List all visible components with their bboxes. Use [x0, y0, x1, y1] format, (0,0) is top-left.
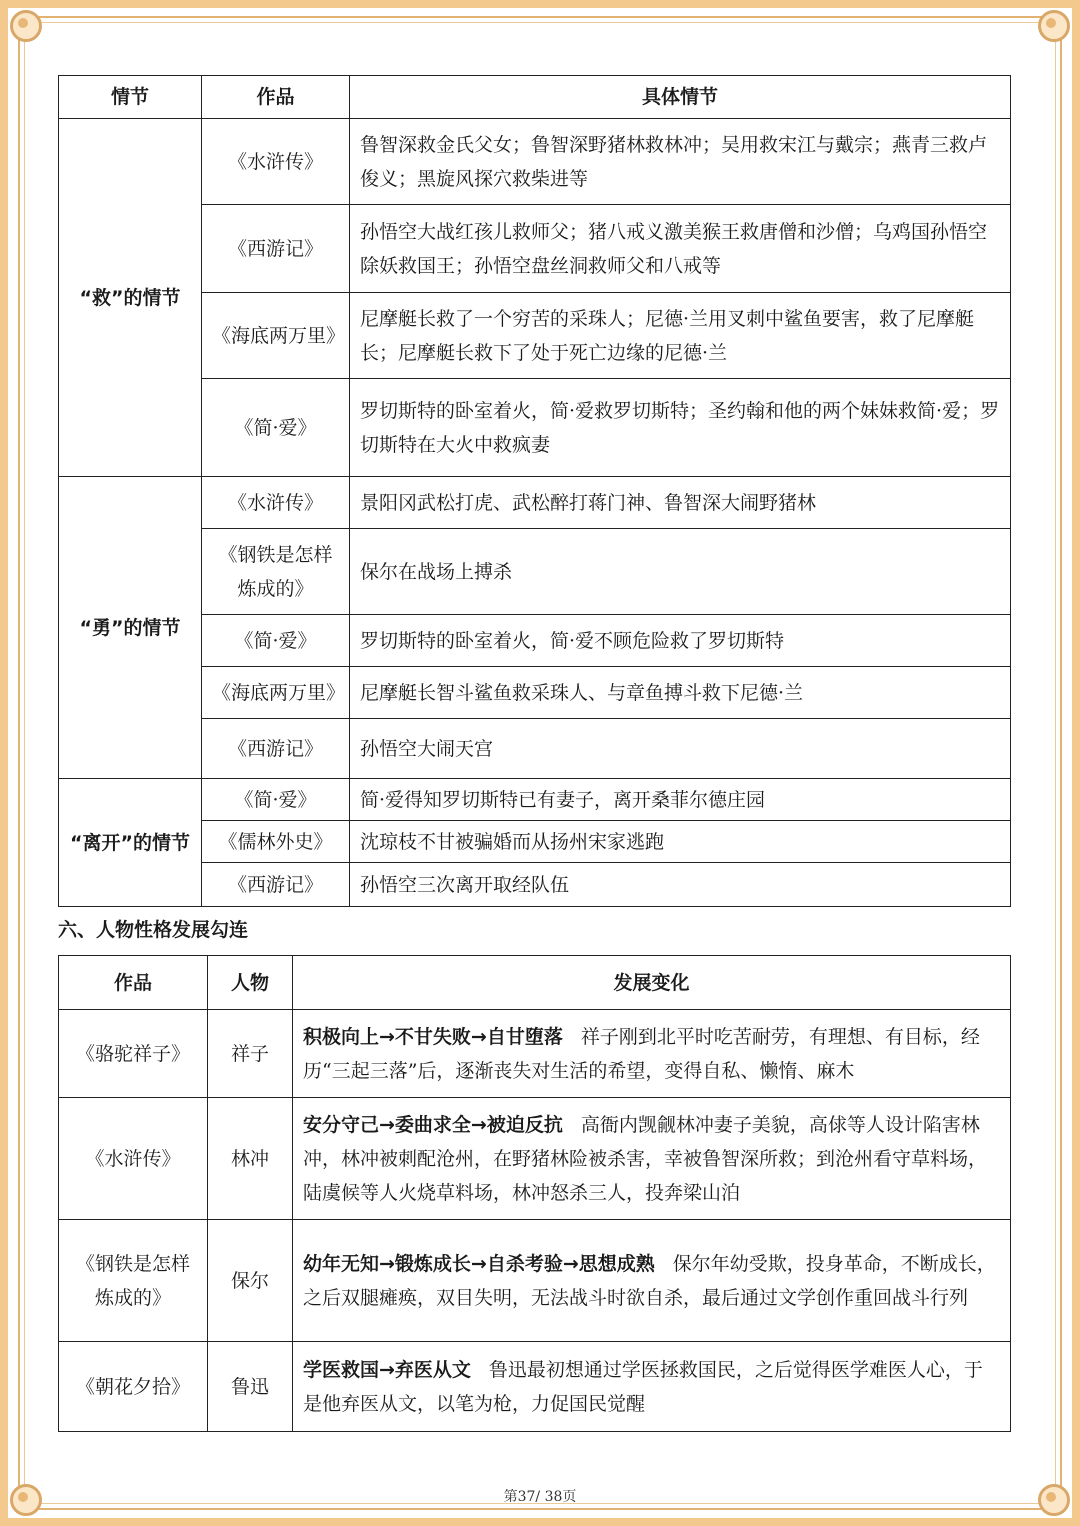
character-development-table — [58, 955, 1011, 1432]
person-cell: 林冲 — [208, 1098, 293, 1220]
work-cell: 《水浒传》 — [59, 1098, 208, 1220]
table-row — [59, 719, 1011, 779]
header-cell: 具体情节 — [350, 76, 1011, 119]
header-cell: 作品 — [59, 956, 208, 1010]
work-cell: 《水浒传》 — [202, 119, 350, 205]
table-header-row — [59, 76, 1011, 119]
header-cell: 情节 — [59, 76, 202, 119]
development-cell — [293, 1098, 1011, 1220]
table-row — [59, 1098, 1011, 1220]
development-detail: 高衙内觊觎林冲妻子美貌，高俅等人设计陷害林冲，林冲被刺配沧州，在野猪林险被杀害，幸被鲁智深所救；到沧州看守草料场，陆虞候等人火烧草料场，林冲怒杀三人，投奔梁山泊 — [303, 1113, 988, 1204]
table-row — [59, 529, 1011, 615]
detail-cell: 沈琼枝不甘被骗婚而从扬州宋家逃跑 — [350, 821, 1011, 863]
table-row — [59, 119, 1011, 205]
category-cell: “救”的情节 — [59, 119, 202, 477]
work-cell: 《骆驼祥子》 — [59, 1010, 208, 1098]
work-cell: 《钢铁是怎样炼成的》 — [202, 529, 350, 615]
development-detail: 鲁迅最初想通过学医拯救国民，之后觉得医学难医人心，于是他弃医从文，以笔为枪，力促国民觉醒 — [303, 1358, 983, 1415]
detail-cell: 尼摩艇长救了一个穷苦的采珠人；尼德·兰用叉刺中鲨鱼要害，救了尼摩艇长；尼摩艇长救下了处于死亡边缘的尼德·兰 — [350, 293, 1011, 379]
work-cell: 《儒林外史》 — [202, 821, 350, 863]
development-cell — [293, 1010, 1011, 1098]
detail-cell: 孙悟空大闹天宫 — [350, 719, 1011, 779]
table-row — [59, 1342, 1011, 1432]
corner-ornament — [10, 10, 42, 42]
table-row — [59, 1010, 1011, 1098]
header-cell: 人物 — [208, 956, 293, 1010]
development-summary: 安分守己→委曲求全→被迫反抗 — [303, 1113, 563, 1136]
detail-cell: 景阳冈武松打虎、武松醉打蒋门神、鲁智深大闹野猪林 — [350, 477, 1011, 529]
header-cell: 发展变化 — [293, 956, 1011, 1010]
development-summary: 幼年无知→锻炼成长→自杀考验→思想成熟 — [303, 1252, 655, 1275]
work-cell: 《海底两万里》 — [202, 667, 350, 719]
person-cell: 祥子 — [208, 1010, 293, 1098]
work-cell: 《西游记》 — [202, 863, 350, 907]
header-cell: 作品 — [202, 76, 350, 119]
plot-table — [58, 75, 1011, 907]
work-cell: 《西游记》 — [202, 719, 350, 779]
work-cell: 《海底两万里》 — [202, 293, 350, 379]
detail-cell: 鲁智深救金氏父女；鲁智深野猪林救林冲；吴用救宋江与戴宗；燕青三救卢俊义；黑旋风探穴救柴进等 — [350, 119, 1011, 205]
table-row — [59, 667, 1011, 719]
table-row — [59, 779, 1011, 821]
detail-cell: 尼摩艇长智斗鲨鱼救采珠人、与章鱼搏斗救下尼德·兰 — [350, 667, 1011, 719]
development-cell — [293, 1220, 1011, 1342]
table-row — [59, 477, 1011, 529]
category-cell: “勇”的情节 — [59, 477, 202, 779]
development-cell — [293, 1342, 1011, 1432]
table-row — [59, 205, 1011, 293]
detail-cell: 罗切斯特的卧室着火，简·爱不顾危险救了罗切斯特 — [350, 615, 1011, 667]
work-cell: 《简·爱》 — [202, 379, 350, 477]
work-cell: 《朝花夕拾》 — [59, 1342, 208, 1432]
person-cell: 鲁迅 — [208, 1342, 293, 1432]
development-detail: 保尔年幼受欺，投身革命，不断成长，之后双腿瘫痪，双目失明，无法战斗时欲自杀，最后通过文学创作重回战斗行列 — [303, 1252, 996, 1309]
table-row — [59, 615, 1011, 667]
table-row — [59, 379, 1011, 477]
development-summary: 学医救国→弃医从文 — [303, 1358, 471, 1381]
page-number: 第37/ 38页 — [503, 1489, 577, 1505]
detail-cell: 孙悟空三次离开取经队伍 — [350, 863, 1011, 907]
table-row — [59, 863, 1011, 907]
table-header-row — [59, 956, 1011, 1010]
development-detail: 祥子刚到北平时吃苦耐劳，有理想、有目标，经历“三起三落”后，逐渐丧失对生活的希望，变得自私、懒惰、麻木 — [303, 1025, 980, 1082]
corner-ornament — [1038, 10, 1070, 42]
detail-cell: 简·爱得知罗切斯特已有妻子，离开桑菲尔德庄园 — [350, 779, 1011, 821]
work-cell: 《简·爱》 — [202, 615, 350, 667]
work-cell: 《简·爱》 — [202, 779, 350, 821]
table-row — [59, 293, 1011, 379]
detail-cell: 罗切斯特的卧室着火，简·爱救罗切斯特；圣约翰和他的两个妹妹救简·爱；罗切斯特在大火中救疯妻 — [350, 379, 1011, 477]
development-summary: 积极向上→不甘失败→自甘堕落 — [303, 1025, 563, 1048]
person-cell: 保尔 — [208, 1220, 293, 1342]
work-cell: 《水浒传》 — [202, 477, 350, 529]
detail-cell: 孙悟空大战红孩儿救师父；猪八戒义激美猴王救唐僧和沙僧；乌鸡国孙悟空除妖救国王；孙悟空盘丝洞救师父和八戒等 — [350, 205, 1011, 293]
document-page — [8, 8, 1072, 1518]
section-heading: 六、人物性格发展勾连 — [58, 919, 249, 941]
detail-cell: 保尔在战场上搏杀 — [350, 529, 1011, 615]
table-row — [59, 821, 1011, 863]
work-cell: 《钢铁是怎样炼成的》 — [59, 1220, 208, 1342]
category-cell: “离开”的情节 — [59, 779, 202, 907]
work-cell: 《西游记》 — [202, 205, 350, 293]
table-row — [59, 1220, 1011, 1342]
